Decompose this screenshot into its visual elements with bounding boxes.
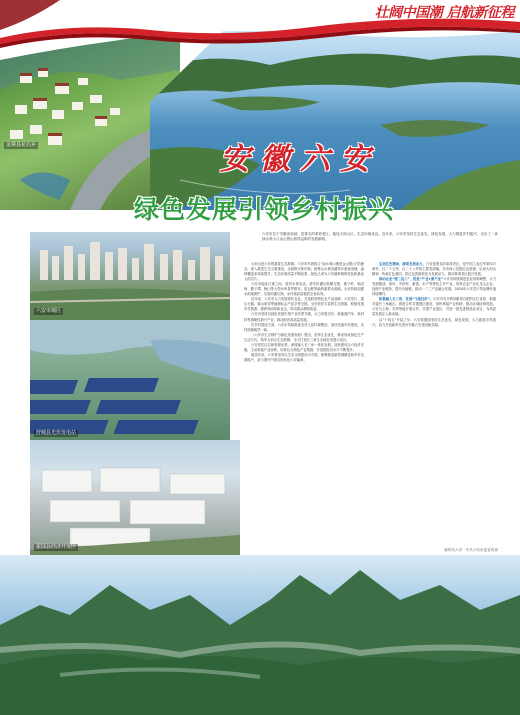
body-paragraph: 在乡村建设方面，六安市持续推进农村人居环境整治，加快美丽乡村建设，农村面貌焕然一新。 xyxy=(244,322,364,332)
paragraph-text: 六安市充分利用毗邻合肥的区位优势，积极对接长三角地区，推进合作共建园区建设，加快承接产业转移，推动区域协调发展。六安与上海、苏州等地开展合作，共建产业园区，引进一批先进制造业项目，为高质量发展注入新动能。 xyxy=(372,297,496,317)
body-paragraph: 近年来，六安市大力发展现代农业，打造皖西特色农产品品牌，六安瓜片、霍山石斛、霍山黄芽等地理标志产品享誉全国。全市依托丰富的生态资源，积极发展乡村旅游、康养休闲等新业态，带动群众增收致富。 xyxy=(244,297,364,312)
mountain-photo xyxy=(0,555,520,715)
paragraph-text: 六安是著名的革命老区，是中国工农红军第四方面军、红二十五军、红二十八军的主要发源地。全市深入挖掘红色资源，弘扬大别山精神，传承红色基因，将红色资源转化为发展动力，推动革命老区振兴发展。 xyxy=(372,262,497,277)
body-paragraph: 六安市坚持以绿色发展引领产业转型升级，大力发展光伏、新能源汽车、新材料等战略性新兴产业，推动经济高质量发展。 xyxy=(244,312,364,322)
body-paragraph xyxy=(372,318,496,328)
paragraph-heading: 弘扬红色精神，赓续发展动力。 xyxy=(379,262,426,266)
industrial-photo xyxy=(30,440,240,555)
photo-caption: 霍邱县经济开发区 xyxy=(36,544,77,550)
body-paragraph: 展望未来，六安将坚持以生态文明建设为引领，统筹推进新型城镇化和乡村全面振兴，奋力谱写中国式现代化六安篇章。 xyxy=(244,352,364,362)
body-paragraph xyxy=(372,277,496,297)
main-title: 安徽六安 xyxy=(220,142,380,177)
photo-caption: 舒城县光伏发电站 xyxy=(36,430,77,436)
lead-paragraph: 六安市位于安徽省西部，是著名的革命老区，地处大别山区，生态环境优良。近年来，六安市坚持生态优先、绿色发展，大力推进乡村振兴，走出了一条绿水青山与金山银山相得益彰的发展新路。 xyxy=(262,232,498,242)
paragraph-text: 以“十四五”开局之年，六安将继续坚持生态优先、绿色发展，大力推进乡村振兴，奋力开创新时代美好安徽六安建设新局面。 xyxy=(372,317,496,327)
photo-caption: 金寨县花石乡 xyxy=(6,142,37,148)
paragraph-heading: 积极融入长三角，发展“飞地经济”。 xyxy=(379,297,434,302)
body-right-column xyxy=(372,262,496,328)
banner-slogan: 壮阔中国潮 启航新征程 xyxy=(374,5,514,21)
paragraph-heading: 推动农业“接二连三”，促进“产业+新产业” xyxy=(379,277,444,282)
city-photo xyxy=(30,232,230,320)
body-paragraph: 大别山是六安的重要生态屏障。六安市牢固树立“绿水青山就是金山银山”的理念，深入推进生态文明建设，全面推行林长制，统筹山水林田湖草沙系统治理，森林覆盖率持续提升，生态环境质量不断改善，绿色已成为六安最鲜明的底色和最动人的名片。 xyxy=(244,262,364,282)
body-left-column xyxy=(244,262,364,363)
body-paragraph: 《六安市生态保护与绿色发展规划》提出，坚持生态优先，推动形成绿色生产生活方式，筑牢大别山生态屏障，全力打造长三角生态绿色发展示范区。 xyxy=(244,332,364,342)
photo-caption: 六安市城区 xyxy=(36,308,62,314)
body-paragraph xyxy=(372,262,496,277)
subtitle: 绿色发展引领乡村振兴 xyxy=(134,195,395,224)
solar-photo xyxy=(30,320,230,440)
body-paragraph: 六安依托区位和资源优势，深度融入长三角一体化发展，加快建设合六经济走廊，主动承接产业转移，培育壮大特色产业集群，开放型经济水平不断提升。 xyxy=(244,342,364,352)
paragraph-text: 六安市持续推进农业结构调整，大力发展粮油、茶叶、中药材、畜禽、水产等特色主导产业，培育农业产业化龙头企业，延伸产业链条，提升价值链，推动一二三产业融合发展，2020年六安瓜片等品牌价值持续攀升。 xyxy=(372,277,496,297)
body-paragraph xyxy=(372,297,496,317)
body-paragraph: 六安市地处江淮之间，境内水系发达，淠史杭灌区纵横交错，佛子岭、响洪甸、磨子潭、梅山等大型水库星罗棋布，是合肥等地的重要水源地。全市持续加强水源地保护，实施河湖长制，水环境质量稳居全省前列。 xyxy=(244,282,364,297)
byline: 新时代六安 · 中共六安市委宣传部 xyxy=(444,548,498,552)
